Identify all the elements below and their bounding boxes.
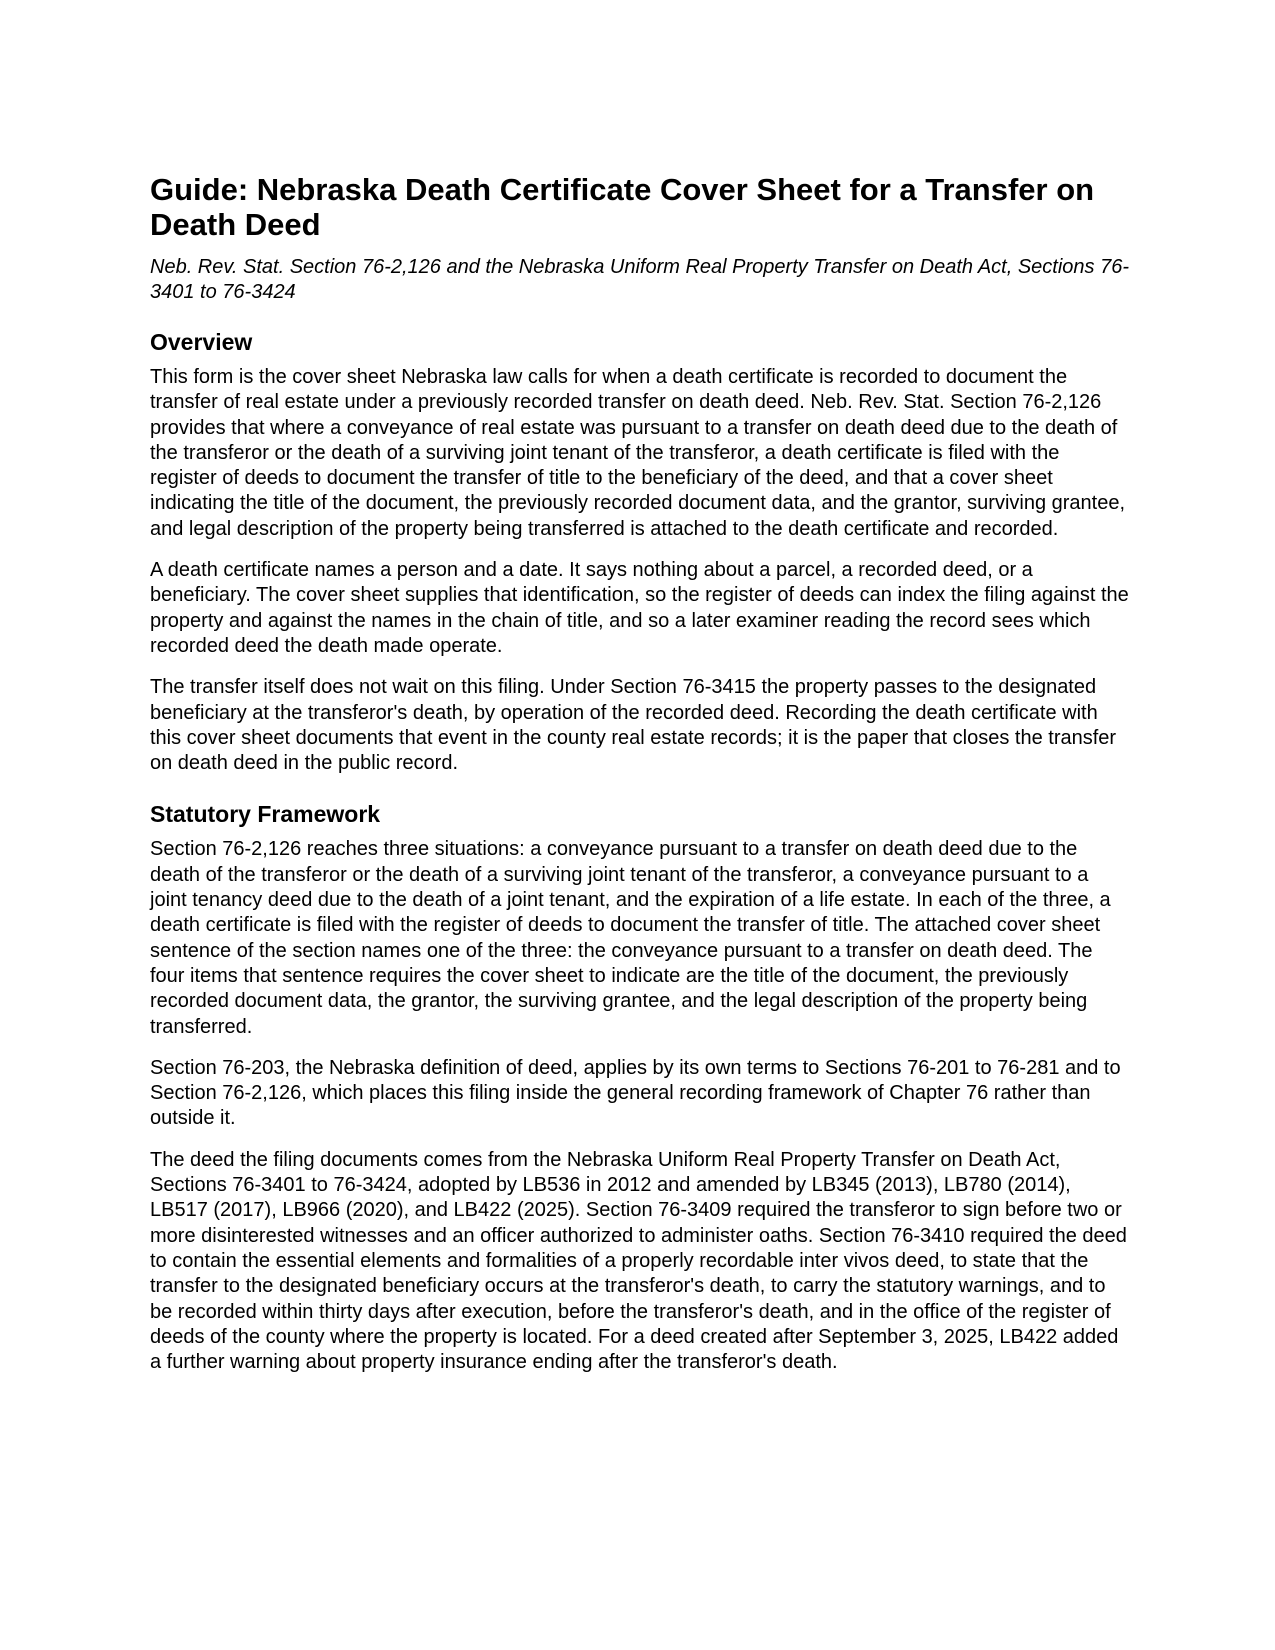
paragraph: The deed the filing documents comes from the Nebraska Uniform Real Property Transfer on Death Act, Sections 76-3401 to 76-3424, adopted by LB536 in 2012 and amended by LB345 (2013), LB780 (2014), LB517 (2017), LB966 (2020), and LB422 (2025). Section 76-3409 required the transferor to sign before two or more disinterested witnesses and an officer authorized to administer oaths. Section 76-3410 required the deed to contain the essential elements and formalities of a properly recordable inter vivos deed, to state that the transfer to the designated beneficiary occurs at the transferor's death, to carry the statutory warnings, and to be recorded within thirty days after execution, before the transferor's death, and in the office of the register of deeds of the county where the property is located. For a deed created after September 3, 2025, LB422 added a further warning about property insurance ending after the transferor's death. <box>150 1148 1127 1374</box>
section-heading: Overview <box>150 329 253 355</box>
paragraph: The transfer itself does not wait on this filing. Under Section 76-3415 the property passes to the designated beneficiary at the transferor's death, by operation of the recorded deed. Recording the death certificate with this cover sheet documents that event in the county real estate records; it is the paper that closes the transfer on death deed in the public record. <box>150 676 1117 775</box>
paragraph: This form is the cover sheet Nebraska law calls for when a death certificate is recorded to document the transfer of real estate under a previously recorded transfer on death deed. Neb. Rev. Stat. Section 76-2,126 provides that where a conveyance of real estate was pursuant to a transfer on death deed due to the death of the transferor or the death of a surviving joint tenant of the transferor, a death certificate is filed with the register of deeds to document the transfer of title to the beneficiary of the deed, and that a cover sheet indicating the title of the document, the previously recorded document data, and the grantor, surviving grantee, and legal description of the property being transferred is attached to the death certificate and recorded. <box>150 366 1126 540</box>
section-overview <box>150 328 1130 776</box>
document-title: Guide: Nebraska Death Certificate Cover Sheet for a Transfer on Death Deed <box>150 172 1095 242</box>
paragraph: Section 76-2,126 reaches three situations: a conveyance pursuant to a transfer on death deed due to the death of the transferor or the death of a surviving joint tenant of the transferor, a conveyance pursuant to a joint tenancy deed due to the death of a joint tenant, and the expiration of a life estate. In each of the three, a death certificate is filed with the register of deeds to document the transfer of title. The attached cover sheet sentence of the section names one of the three: the conveyance pursuant to a transfer on death deed. The four items that sentence requires the cover sheet to indicate are the title of the document, the previously recorded document data, the grantor, the surviving grantee, and the legal description of the property being transferred. <box>150 838 1111 1038</box>
paragraph: A death certificate names a person and a date. It says nothing about a parcel, a recorded deed, or a beneficiary. The cover sheet supplies that identification, so the register of deeds can index the filing against the property and against the names in the chain of title, and so a later examiner reading the record sees which recorded deed the death made operate. <box>150 559 1129 657</box>
document-page <box>150 172 1130 1375</box>
paragraph: Section 76-203, the Nebraska definition of deed, applies by its own terms to Sections 76-201 to 76-281 and to Section 76-2,126, which places this filing inside the general recording framework of Chapter 76 rather than outside it. <box>150 1056 1121 1130</box>
document-subtitle: Neb. Rev. Stat. Section 76-2,126 and the Nebraska Uniform Real Property Transfer on Death Act, Sections 76-3401 to 76-3424 <box>150 256 1130 303</box>
section-heading: Statutory Framework <box>150 801 381 828</box>
section-statutory-framework <box>150 800 1130 1375</box>
